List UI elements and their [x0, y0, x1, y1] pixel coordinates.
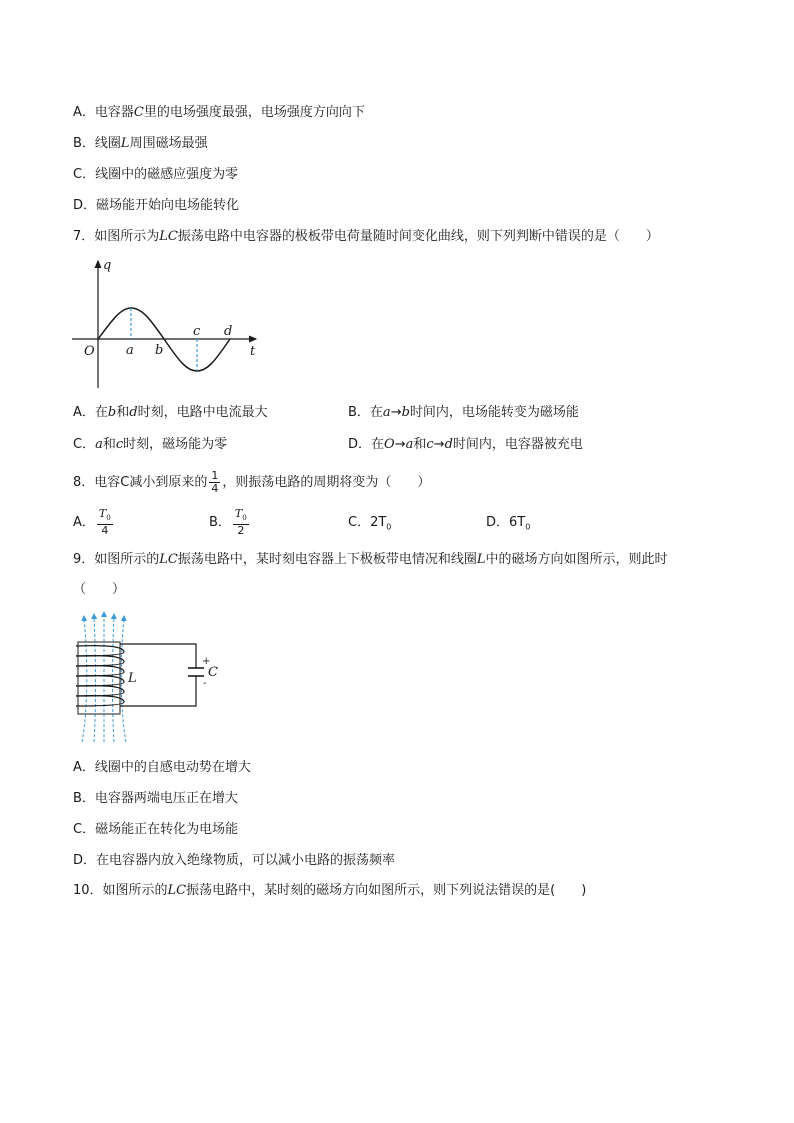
var: b [107, 405, 117, 420]
text: 中的磁场方向如图所示，则此时 [485, 552, 668, 567]
text: 10．如图所示的 [73, 883, 168, 898]
text: A．在 [73, 405, 108, 420]
q8-stem [73, 470, 430, 496]
q9-paren: （ ） [73, 582, 126, 597]
var: LC [167, 883, 187, 898]
subscript: 0 [386, 522, 392, 532]
subscript: 0 [106, 514, 111, 523]
fraction [233, 508, 249, 537]
q8-option-c [348, 514, 391, 537]
q7-figure [70, 255, 270, 390]
coil-windings [76, 646, 124, 706]
numerator [233, 508, 249, 525]
text: B．在 [348, 405, 383, 420]
q7-option-c [73, 436, 227, 454]
text: 里的电场强度最强，电场强度方向向下 [143, 105, 365, 120]
coil-core [78, 642, 120, 714]
text: 周围磁场最强 [129, 136, 208, 151]
var: c [426, 437, 434, 452]
denominator: 4 [211, 482, 219, 495]
text: 时刻，磁场能为零 [123, 437, 228, 452]
minus-sign: - [203, 678, 207, 689]
denominator: 2 [237, 524, 245, 538]
fraction [97, 508, 113, 537]
q6-option-c: C．线圈中的磁感应强度为零 [73, 167, 239, 182]
text: 8．电容C减小到原来的 [73, 475, 208, 490]
text: 和 [102, 437, 116, 452]
label-l: L [128, 671, 137, 686]
label-q: q [103, 258, 112, 273]
q9-stem [73, 551, 668, 569]
plus-sign: + [202, 656, 211, 667]
text: C． [73, 437, 96, 452]
q6-option-d: D．磁场能开始向电场能转化 [73, 198, 240, 213]
q7-stem [73, 228, 659, 246]
label-c: C [208, 665, 218, 680]
text: ，则振荡电路的周期将变为（ ） [222, 475, 431, 490]
text: D．6T [486, 515, 526, 530]
var: a [405, 437, 414, 452]
label-t: t [250, 344, 256, 359]
fraction-one-quarter [209, 470, 220, 495]
q8-option-a [73, 508, 115, 538]
text: 9．如图所示的 [73, 552, 160, 567]
arrow: → [433, 437, 445, 452]
q7-option-d [348, 436, 583, 454]
label-a: a [126, 343, 134, 358]
text: 振荡电路中电容器的极板带电荷量随时间变化曲线，则下列判断中错误的是（ ） [177, 229, 659, 244]
label-o: O [84, 344, 95, 359]
text: C．2T [348, 515, 387, 530]
arrow: → [394, 437, 406, 452]
text: D．在 [348, 437, 385, 452]
var: LC [159, 552, 178, 567]
denominator: 4 [101, 524, 109, 538]
label-b: b [155, 343, 164, 358]
q8-option-b [209, 508, 251, 538]
numerator [97, 508, 113, 525]
text: A． [73, 515, 95, 531]
var: d [129, 405, 138, 420]
text: 和 [413, 437, 427, 452]
var: b [401, 405, 410, 420]
text: 和 [116, 405, 130, 420]
var: a [382, 405, 391, 420]
q9-option-a: A．线圈中的自感电动势在增大 [73, 760, 251, 775]
q8-option-d [486, 514, 530, 537]
var: L [476, 552, 486, 567]
q7-option-b [348, 404, 579, 422]
q9-option-b: B．电容器两端电压正在增大 [73, 791, 238, 806]
text: A．电容器 [73, 105, 134, 120]
q10-stem [73, 882, 586, 900]
text: 振荡电路中，某时刻的磁场方向如图所示，则下列说法错误的是( ) [186, 883, 587, 898]
var: T [98, 507, 107, 520]
var: T [234, 507, 243, 520]
var: LC [159, 229, 178, 244]
text: 时刻，电路中电流最大 [137, 405, 268, 420]
q7-option-a [73, 404, 268, 422]
text: 时间内，电容器被充电 [452, 437, 583, 452]
var: L [120, 136, 130, 151]
q6-option-a [73, 104, 365, 122]
text: B． [209, 515, 231, 531]
text: 振荡电路中，某时刻电容器上下极板带电情况和线圈 [177, 552, 477, 567]
label-d: d [224, 324, 233, 339]
var: O [384, 437, 395, 452]
subscript: 0 [525, 522, 531, 532]
text: B．线圈 [73, 136, 121, 151]
text: 7．如图所示为 [73, 229, 160, 244]
text: 时间内，电场能转变为磁场能 [409, 405, 579, 420]
var: d [444, 437, 453, 452]
arrow: → [390, 405, 402, 420]
subscript: 0 [242, 514, 247, 523]
var: a [95, 437, 103, 452]
q6-option-b [73, 135, 208, 153]
q9-option-d: D．在电容器内放入绝缘物质，可以减小电路的振荡频率 [73, 853, 396, 868]
label-c: c [193, 324, 201, 339]
var: c [115, 437, 124, 452]
q9-option-c: C．磁场能正在转化为电场能 [73, 822, 239, 837]
numerator: 1 [211, 469, 219, 482]
q9-figure [68, 610, 238, 745]
var: C [133, 105, 144, 120]
